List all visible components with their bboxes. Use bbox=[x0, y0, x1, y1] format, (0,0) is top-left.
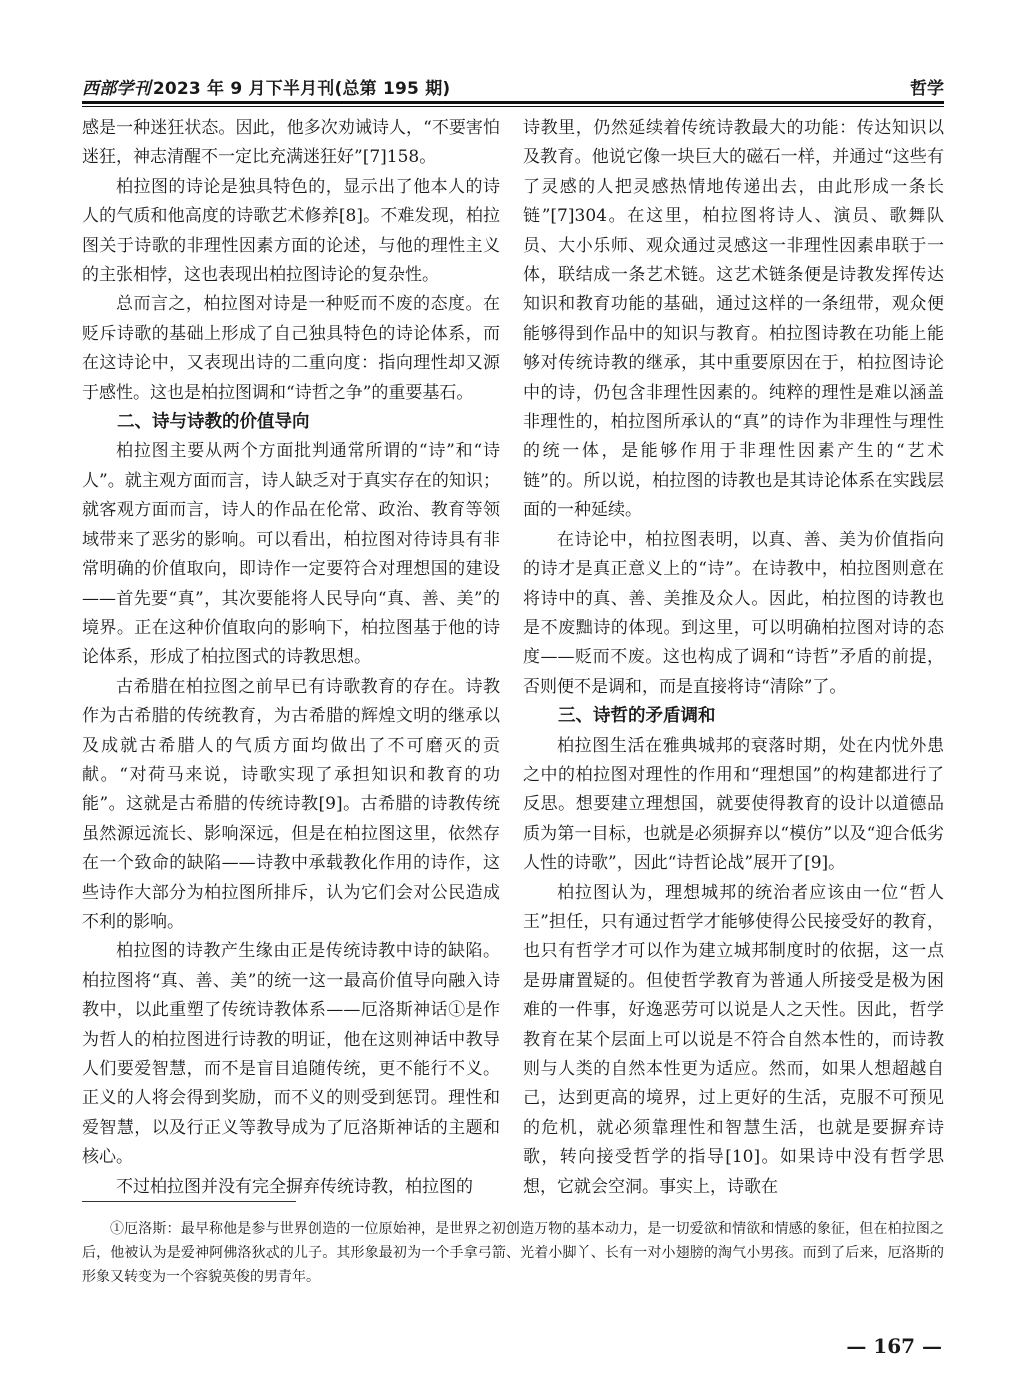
header-rule-thin bbox=[82, 106, 944, 107]
body-paragraph: 柏拉图认为，理想城邦的统治者应该由一位“哲人王”担任，只有通过哲学才能够使得公民接受好的教育，也只有哲学才可以作为建立城邦制度时的依据，这一点是毋庸置疑的。但使哲学教育为普通人所接受是极为困难的一件事，好逸恶劳可以说是人之天性。因此，哲学教育在某个层面上可以说是不符合自然本性的，而诗教则与人类的自然本性更为适应。然而，如果人想超越自己，达到更高的境界，过上更好的生活，克服不可预见的危机，就必须靠理性和智慧生活，也就是要摒弃诗歌，转向接受哲学的指导[10]。如果诗中没有哲学思想，它就会空洞。事实上，诗歌在 bbox=[523, 882, 944, 1197]
section-heading: 二、诗与诗教的价值导向 bbox=[117, 412, 310, 433]
body-paragraph: 总而言之，柏拉图对诗是一种贬而不废的态度。在贬斥诗歌的基础上形成了自己独具特色的诗论体系，而在这诗论中，又表现出诗的二重向度：指向理性却又源于感性。这也是柏拉图调和“诗哲之争”的重要基石。 bbox=[82, 294, 500, 403]
body-paragraph: 柏拉图生活在雅典城邦的衰落时期，处在内忧外患之中的柏拉图对理性的作用和“理想国”的构建都进行了反思。想要建立理想国，就要使得教育的设计以道德品质为第一目标，也就是必须摒弃以“模仿”以及“迎合低劣人性的诗歌”，因此“诗哲论战”展开了[9]。 bbox=[523, 735, 944, 874]
footnote: ①厄洛斯：最早称他是参与世界创造的一位原始神，是世界之初创造万物的基本动力，是一切爱欲和情欲和情感的象征，但在柏拉图之后，他被认为是爱神阿佛洛狄忒的儿子。其形象最初为一个手拿弓箭、光着小脚丫、长有一对小翅膀的淘气小男孩。而到了后来，厄洛斯的形象又转变为一个容貌英俊的男青年。 bbox=[82, 1221, 944, 1285]
header-rule-thick bbox=[82, 101, 944, 104]
body-paragraph: 古希腊在柏拉图之前早已有诗歌教育的存在。诗教作为古希腊的传统教育，为古希腊的辉煌文明的继承以及成就古希腊人的气质方面均做出了不可磨灭的贡献。“对荷马来说，诗歌实现了承担知识和教育的功能”。这就是古希腊的传统诗教[9]。古希腊的诗教传统虽然源远流长、影响深远，但是在柏拉图这里，依然存在一个致命的缺陷——诗教中承载教化作用的诗作，这些诗作大部分为柏拉图所排斥，认为它们会对公民造成不利的影响。 bbox=[82, 676, 500, 932]
right-column bbox=[523, 114, 944, 1202]
body-paragraph: 诗教里，仍然延续着传统诗教最大的功能：传达知识以及教育。他说它像一块巨大的磁石一样，并通过“这些有了灵感的人把灵感热情地传递出去，由此形成一条长链”[7]304。在这里，柏拉图将诗人、演员、歌舞队员、大小乐师、观众通过灵感这一非理性因素串联于一体，联结成一条艺术链。这艺术链条便是诗教发挥传达知识和教育功能的基础，通过这样的一条纽带，观众便能够得到作品中的知识与教育。柏拉图诗教在功能上能够对传统诗教的继承，其中重要原因在于，柏拉图诗论中的诗，仍包含非理性因素的。纯粹的理性是难以涵盖非理性的，柏拉图所承认的“真”的诗作为非理性与理性的统一体，是能够作用于非理性因素产生的“艺术链”的。所以说，柏拉图的诗教也是其诗论体系在实践层面的一种延续。 bbox=[523, 118, 944, 521]
left-column bbox=[82, 114, 500, 1202]
body-paragraph: 柏拉图主要从两个方面批判通常所谓的“诗”和“诗人”。就主观方面而言，诗人缺乏对于真实存在的知识；就客观方面而言，诗人的作品在伦常、政治、教育等领域带来了恶劣的影响。可以看出，柏拉图对待诗具有非常明确的价值取向，即诗作一定要符合对理想国的建设——首先要“真”，其次要能将人民导向“真、善、美”的境界。正在这种价值取向的影响下，柏拉图基于他的诗论体系，形成了柏拉图式的诗教思想。 bbox=[82, 441, 500, 668]
body-paragraph: 在诗论中，柏拉图表明，以真、善、美为价值指向的诗才是真正意义上的“诗”。在诗教中，柏拉图则意在将诗中的真、善、美推及众人。因此，柏拉图的诗教也是不废黜诗的体现。到这里，可以明确柏拉图对诗的态度——贬而不废。这也构成了调和“诗哲”矛盾的前提，否则便不是调和，而是直接将诗“清除”了。 bbox=[523, 529, 944, 697]
body-paragraph: 柏拉图的诗教产生缘由正是传统诗教中诗的缺陷。柏拉图将“真、善、美”的统一这一最高价值导向融入诗教中，以此重塑了传统诗教体系——厄洛斯神话①是作为哲人的柏拉图进行诗教的明证，他在这则神话中教导人们要爱智慧，而不是盲目追随传统，更不能行不义。正义的人将会得到奖励，而不义的则受到惩罚。理性和爱智慧，以及行正义等教导成为了厄洛斯神话的主题和核心。 bbox=[82, 941, 500, 1168]
journal-logo: 西部学刊 bbox=[82, 79, 151, 99]
body-paragraph: 柏拉图的诗论是独具特色的，显示出了他本人的诗人的气质和他高度的诗歌艺术修养[8]。不难发现，柏拉图关于诗歌的非理性因素方面的论述，与他的理性主义的主张相悖，这也表现出柏拉图诗论的复杂性。 bbox=[82, 176, 500, 286]
running-header bbox=[82, 72, 944, 102]
body-paragraph: 感是一种迷狂状态。因此，他多次劝诫诗人，“不要害怕迷狂，神志清醒不一定比充满迷狂好”[7]158。 bbox=[82, 118, 500, 168]
issue-text: 2023 年 9 月下半月刊(总第 195 期) bbox=[152, 79, 451, 99]
header-issue-info bbox=[82, 74, 450, 99]
section-label: 哲学 bbox=[910, 79, 944, 99]
body-paragraph: 不过柏拉图并没有完全摒弃传统诗教，柏拉图的 bbox=[116, 1176, 473, 1197]
section-heading: 三、诗哲的矛盾调和 bbox=[558, 706, 716, 727]
page-number: — 167 — bbox=[846, 1334, 942, 1358]
footnote-rule bbox=[82, 1201, 296, 1202]
